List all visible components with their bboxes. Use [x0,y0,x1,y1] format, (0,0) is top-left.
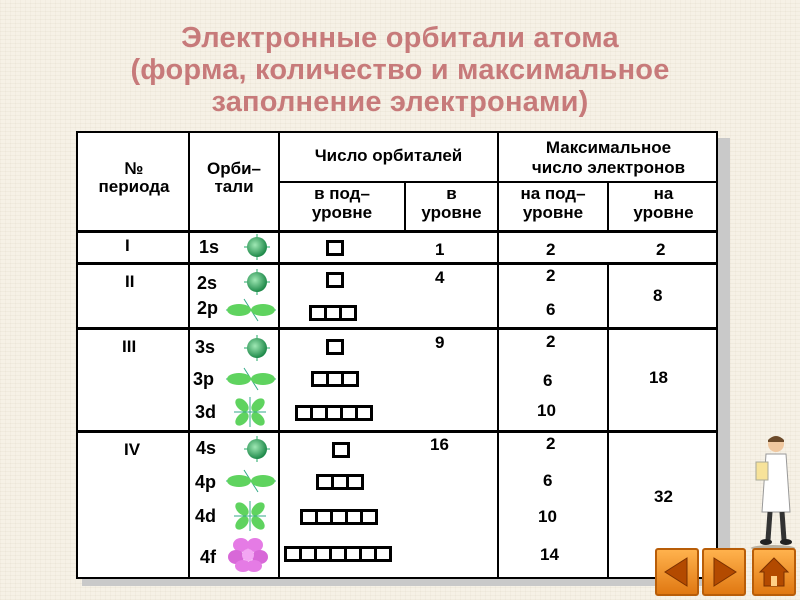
grid-line [76,230,718,233]
grid-line [76,262,718,265]
grid-line [76,327,718,330]
header-max-level: на уровне [633,184,694,222]
orbitals-per-level: 1 [435,240,445,259]
orbital-boxes-1 [326,272,341,288]
electrons-level: 32 [654,487,673,506]
header-count-sublevel: в под– уровне [311,184,373,222]
orbital-boxes-7 [284,546,389,562]
electrons-sublevel: 2 [546,434,556,453]
header-orbital-count: Число орбиталей [314,146,463,165]
electrons-sublevel: 6 [543,371,553,390]
title-line-3: заполнение электронами) [211,86,589,118]
orbital-label: 3s [195,337,216,357]
cloverleaf-d-orbital-icon [232,500,268,532]
electrons-sublevel: 10 [537,401,556,420]
sphere-s-orbital-icon [242,232,272,262]
electrons-level: 8 [653,286,663,305]
sphere-s-orbital-icon [242,333,272,363]
sphere-s-orbital-icon [242,267,272,297]
orbital-label: 4f [200,547,217,567]
orbitals-per-level: 4 [435,268,445,287]
grid-line [76,430,718,433]
orbital-label: 2p [197,298,219,318]
electrons-sublevel: 2 [546,240,556,259]
header-count-level: в уровне [421,184,482,222]
orbital-boxes-5 [295,405,370,421]
electrons-sublevel: 2 [546,332,556,351]
title-line-1: Электронные орбитали атома [181,22,619,54]
home-icon [754,550,794,594]
arrow-left-icon [657,550,697,594]
orbital-label: 1s [199,237,220,257]
orbital-label: 3d [195,402,217,422]
dumbbell-p-orbital-icon [224,366,278,392]
orbital-label: 4d [195,506,217,526]
grid-line [607,263,609,579]
home-button[interactable] [752,548,796,596]
next-slide-button[interactable] [702,548,746,596]
orbital-label: 4s [196,438,217,458]
period-label: III [122,337,137,356]
grid-line [188,131,190,579]
electrons-sublevel: 6 [546,300,556,319]
orbital-boxes-3 [311,371,356,387]
grid-line [278,181,718,183]
orbital-boxes-1 [326,240,341,256]
orbital-boxes-5 [300,509,375,525]
orbital-boxes-3 [309,305,354,321]
previous-slide-button[interactable] [655,548,699,596]
electrons-sublevel: 10 [538,507,557,526]
flower-f-orbital-icon [228,535,268,573]
header-period: № периода [98,159,170,196]
orbital-boxes-1 [332,442,347,458]
header-max-electrons: Максимальное число электронов [531,138,686,177]
arrow-right-icon [704,550,744,594]
header-orbitals: Орби– тали [206,159,261,196]
sphere-s-orbital-icon [242,434,272,464]
electrons-sublevel: 6 [543,471,553,490]
electrons-sublevel: 14 [540,545,559,564]
scientist-figure-icon [746,432,800,552]
dumbbell-p-orbital-icon [224,297,278,323]
period-label: IV [124,440,141,459]
orbital-label: 4p [195,472,217,492]
period-label: II [125,272,135,291]
orbital-label: 2s [197,273,218,293]
orbitals-per-level: 16 [430,435,449,454]
header-max-sublevel: на под– уровне [520,184,586,222]
title-line-2: (форма, количество и максимальное [130,54,670,86]
orbital-boxes-3 [316,474,361,490]
dumbbell-p-orbital-icon [224,468,278,494]
slide-title [0,22,800,118]
electrons-sublevel: 2 [546,266,556,285]
cloverleaf-d-orbital-icon [232,396,268,428]
electrons-level: 2 [656,240,666,259]
electrons-level: 18 [649,368,668,387]
period-label: I [125,236,130,255]
orbital-label: 3p [193,369,215,389]
orbital-boxes-1 [326,339,341,355]
orbitals-per-level: 9 [435,333,445,352]
